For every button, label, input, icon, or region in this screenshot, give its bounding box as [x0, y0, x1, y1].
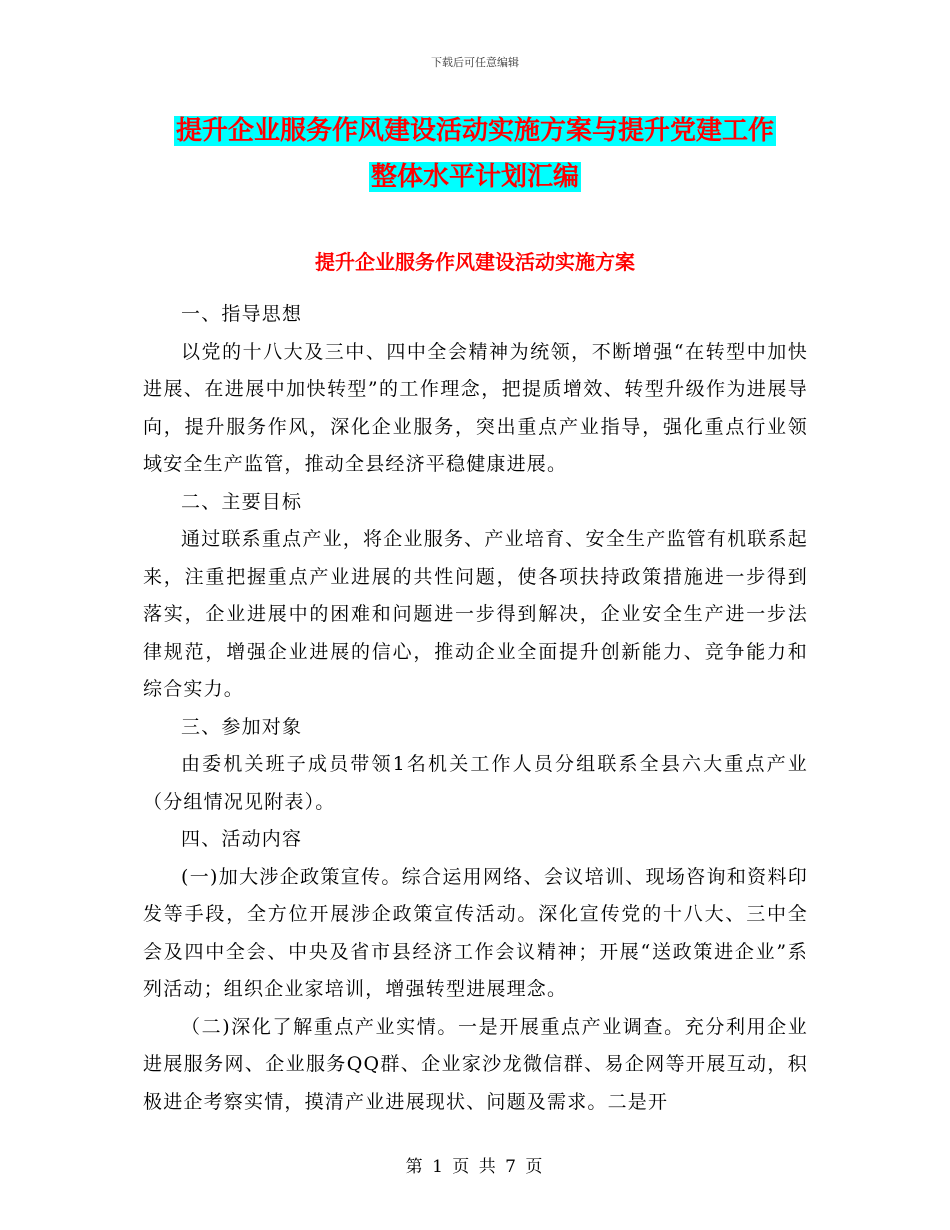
document-title-line-1: 提升企业服务作风建设活动实施方案与提升党建工作	[175, 116, 774, 146]
page-number: 第 1 页 共 7 页	[405, 1157, 545, 1177]
paragraph-participants: 由委机关班子成员带领1名机关工作人员分组联系全县六大重点产业（分组情况见附表）。	[143, 753, 808, 813]
section-title: 提升企业服务作风建设活动实施方案	[315, 250, 635, 274]
heading-main-goals: 二、主要目标	[181, 490, 303, 513]
header-note: 下载后可任意编辑	[431, 56, 519, 69]
document-title-line-2: 整体水平计划汇编	[370, 162, 579, 192]
paragraph-main-goals: 通过联系重点产业，将企业服务、产业培育、安全生产监管有机联系起来，注重把握重点产业进展的共性问题，使各项扶持政策措施进一步得到落实，企业进展中的困难和问题进一步得到解决，企业安全生产进一步法律规范，增强企业进展的信心，推动企业全面提升创新能力、竞争能力和综合实力。	[143, 528, 808, 700]
document-title	[0, 108, 950, 200]
paragraph-guiding-ideology: 以党的十八大及三中、四中全会精神为统领，不断增强“在转型中加快进展、在进展中加快转型”的工作理念，把提质增效、转型升级作为进展导向，提升服务作风，深化企业服务，突出重点产业指导，强化重点行业领域安全生产监管，推动全县经济平稳健康进展。	[143, 340, 808, 475]
heading-activity-content: 四、活动内容	[181, 828, 303, 850]
document-body	[143, 296, 808, 1121]
heading-guiding-ideology: 一、指导思想	[181, 303, 303, 325]
paragraph-industry-research: （二)深化了解重点产业实情。一是开展重点产业调查。充分利用企业进展服务网、企业服务QQ群、企业家沙龙微信群、易企网等开展互动，积极进企考察实情，摸清产业进展现状、问题及需求。二是开	[143, 1015, 808, 1113]
heading-participants: 三、参加对象	[181, 715, 303, 738]
paragraph-policy-publicity: (一)加大涉企政策宣传。综合运用网络、会议培训、现场咨询和资料印发等手段，全方位开展涉企政策宣传活动。深化宣传党的十八大、三中全会及四中全会、中央及省市县经济工作会议精神；开展“送政策进企业”系列活动；组织企业家培训，增强转型进展理念。	[143, 865, 808, 1000]
